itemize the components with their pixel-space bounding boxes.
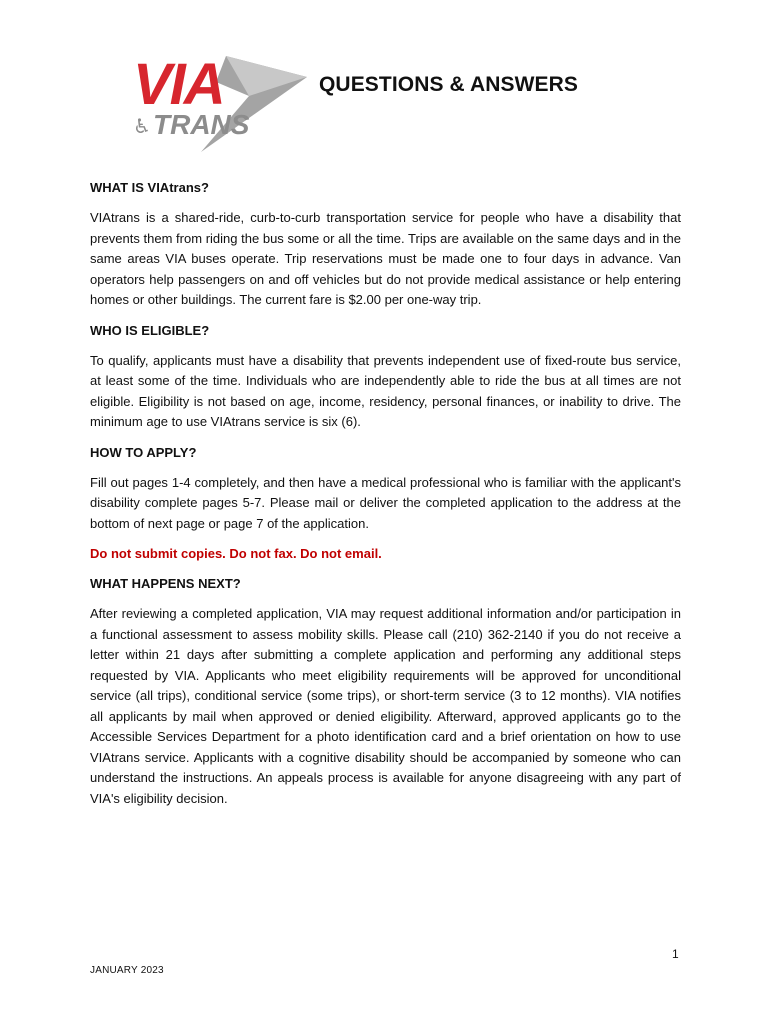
section-heading-next: WHAT HAPPENS NEXT?	[90, 576, 241, 591]
logo-word-via: VIA	[133, 52, 224, 117]
section-body-eligible: To qualify, applicants must have a disability that prevents independent use of fixed-route bus service, at least some of the time. Individuals who are independently able to ride the bus at all times are not eligible. Eligibility is not based on age, income, residency, personal finances, or inability to drive. The minimum age to use VIAtrans service is six (6).	[90, 352, 681, 429]
section-heading-eligible: WHO IS ELIGIBLE?	[90, 322, 210, 338]
footer-date: JANUARY 2023	[90, 965, 164, 976]
wheelchair-icon: ♿	[133, 114, 151, 138]
via-trans-logo-icon	[131, 52, 311, 157]
section-body-apply: Fill out pages 1-4 completely, and then have a medical professional who is familiar with the applicant's disability complete pages 5-7. Please mail or deliver the completed application to the address at the bottom of next page or page 7 of the application.	[90, 474, 681, 531]
document-body	[90, 178, 681, 819]
section-heading-apply: HOW TO APPLY?	[90, 444, 197, 460]
page-title: QUESTIONS & ANSWERS	[319, 73, 578, 96]
logo-word-trans: TRANS	[153, 109, 250, 140]
section-heading-what-is: WHAT IS VIAtrans?	[90, 180, 209, 195]
section-body-next: After reviewing a completed application, VIA may request additional information and/or participation in a functional assessment to assess mobility skills. Please call (210) 362-2140 if you do not receive a letter within 21 days after submitting a complete application and performing any additional steps requested by VIA. Applicants who meet eligibility requirements will be approved for unconditional service (all trips), conditional service (some trips), or short-term service (3 to 12 months). VIA notifies all applicants by mail when approved or denied eligibility. Afterward, approved applicants go to the Accessible Services Department for a photo identification card and a brief orientation on how to use VIAtrans service. Applicants with a cognitive disability should be accompanied by someone who can understand the instructions. An appeals process is available for anyone disagreeing with any part of VIA's eligibility decision.	[90, 606, 681, 806]
section-body-what-is: VIAtrans is a shared-ride, curb-to-curb transportation service for people who have a disability that prevents them from riding the bus some or all the time. Trips are available on the same days and in the same areas VIA buses operate. Trip reservations must be made one to four days in advance. Van operators help passengers on and off vehicles but do not provide medical assistance or help entering homes or other buildings. The current fare is $2.00 per one-way trip.	[90, 210, 681, 307]
submission-warning: Do not submit copies. Do not fax. Do not email.	[90, 546, 382, 561]
page-number: 1	[672, 947, 679, 961]
